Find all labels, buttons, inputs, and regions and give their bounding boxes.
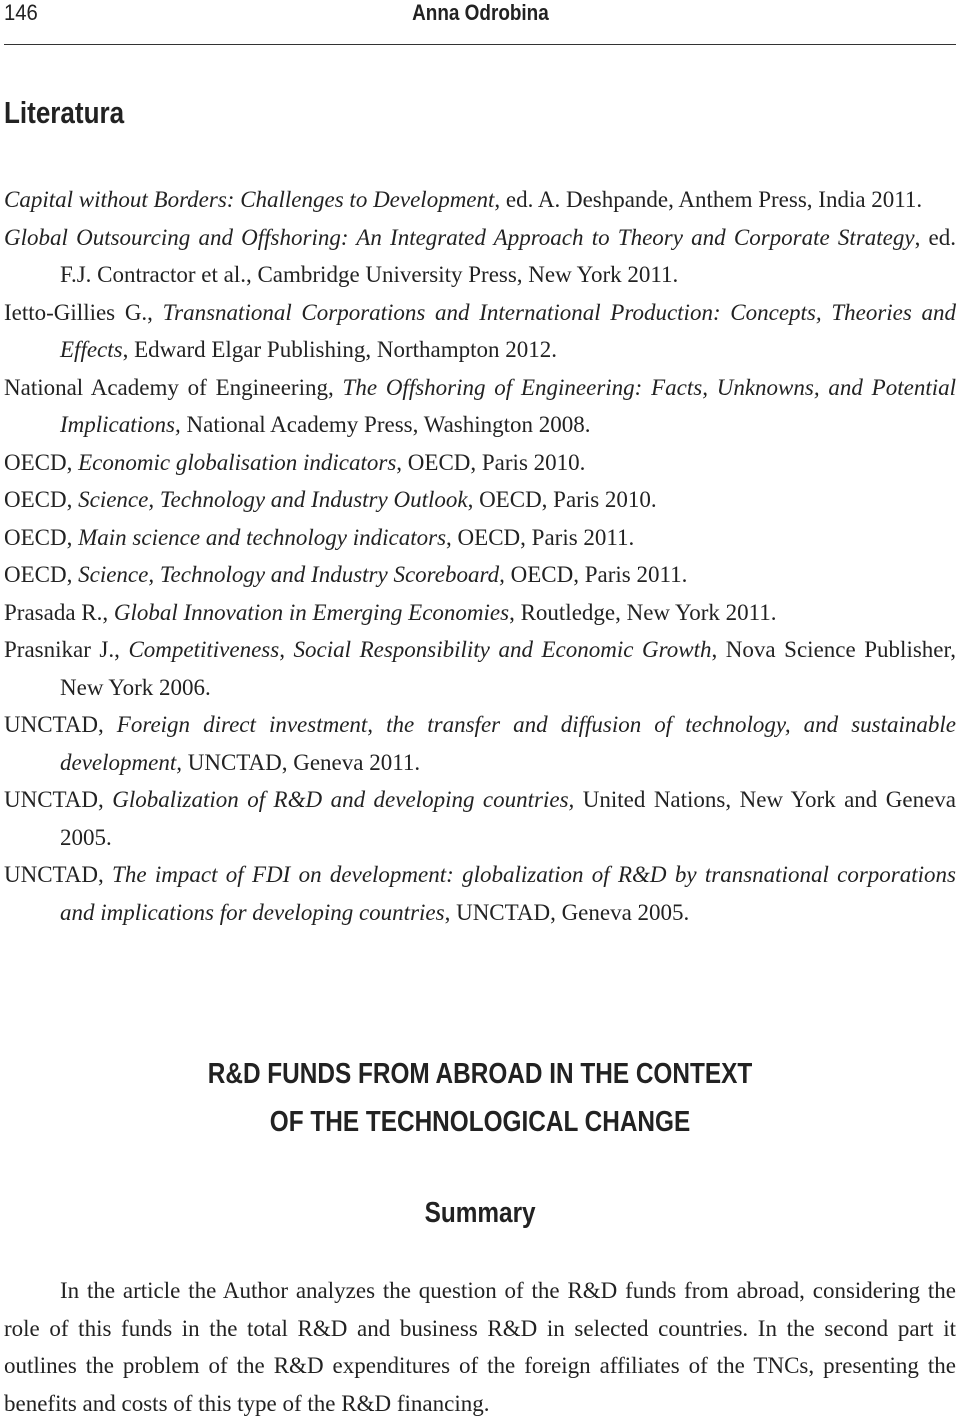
reference-publication: , OECD, Paris 2010. [467,487,657,512]
reference-item [4,444,956,482]
reference-title: Capital without Borders: Challenges to Development [4,187,495,212]
english-title-line-1: R&D FUNDS FROM ABROAD IN THE CONTEXT [207,1058,753,1090]
english-title-line-2: OF THE TECHNOLOGICAL CHANGE [269,1106,691,1138]
reference-authors: National Academy of Engineering, [4,374,343,400]
reference-publication: UNCTAD, Geneva 2011. [181,749,421,775]
reference-authors: UNCTAD, [4,712,117,737]
section-title-literatura: Literatura [4,95,125,130]
summary-heading [0,1194,960,1232]
reference-item [4,369,956,444]
reference-publication: OECD, Paris 2011. [504,562,688,587]
reference-authors: UNCTAD, [4,862,113,887]
reference-title: Science, Technology and Industry Scoreboard, [78,562,505,587]
reference-title: Competitiveness, Social Responsibility and Economic Growth [128,637,712,662]
reference-item [4,219,956,294]
reference-title: Foreign direct investment, the transfer and diffusion of technology, and sustainable development, [60,712,956,775]
reference-item [4,631,956,706]
summary-paragraph: In the article the Author analyzes the question of the R&D funds from abroad, considering the role of this funds in the total R&D and business R&D in selected countries. In the second part it outlines the problem of the R&D expenditures of the foreign affiliates of the TNCs, presenting the benefits and costs of this type of the R&D financing. [4,1278,956,1416]
reference-title: Economic globalisation indicators [78,449,397,475]
reference-item [4,481,956,519]
reference-authors: OECD, [4,562,79,587]
reference-title: Main science and technology indicators [78,524,447,550]
reference-publication: , Edward Elgar Publishing, Northampton 2012. [122,337,557,362]
reference-title: Globalization of R&D and developing countries, [112,787,575,812]
reference-authors: OECD, [4,487,79,512]
reference-publication: , Nova Science Publisher, New York 2006. [60,637,956,700]
reference-authors: OECD, [4,524,79,550]
reference-publication: United Nations, New York and Geneva 2005. [60,787,956,850]
reference-authors: Prasada R., [4,599,114,625]
reference-publication: , ed. A. Deshpande, Anthem Press, India 2011. [494,187,923,212]
reference-title: Global Outsourcing and Offshoring: An Integrated Approach to Theory and Corporate Strategy [4,224,915,250]
reference-item [4,181,956,219]
english-article-title [0,1050,960,1146]
header-rule [4,44,956,45]
running-head-author: Anna Odrobina [411,0,549,25]
reference-title: Science, Technology and Industry Outlook [78,487,468,512]
reference-item [4,519,956,557]
reference-publication: , UNCTAD, Geneva 2005. [444,899,690,925]
reference-title: Transnational Corporations and International Production: Concepts, Theories and Effects [60,299,957,362]
reference-publication: National Academy Press, Washington 2008. [180,412,591,437]
reference-publication: , OECD, Paris 2010. [396,449,586,475]
reference-item [4,781,956,856]
reference-authors: UNCTAD, [4,787,113,812]
reference-item [4,856,956,931]
running-head [0,0,960,26]
reference-publication: , Routledge, New York 2011. [509,599,777,625]
reference-item [4,706,956,781]
reference-item [4,556,956,594]
reference-authors: OECD, [4,449,79,475]
reference-authors: Prasnikar J., [4,637,129,662]
reference-title: Global Innovation in Emerging Economies [113,599,510,625]
page-header [0,0,960,48]
reference-item [4,294,956,369]
page-number: 146 [4,0,38,25]
reference-authors: Ietto-Gillies G., [4,299,163,325]
reference-title: The Offshoring of Engineering: Facts, Unknowns, and Potential Implications, [60,374,956,437]
reference-publication: , ed. F.J. Contractor et al., Cambridge University Press, New York 2011. [60,224,956,287]
reference-item [4,594,956,632]
reference-list [4,181,956,931]
reference-title: The impact of FDI on development: globalization of R&D by transnational corporations and implications for developing countries [60,862,956,925]
summary-heading-text: Summary [424,1197,536,1229]
reference-publication: , OECD, Paris 2011. [446,524,635,550]
